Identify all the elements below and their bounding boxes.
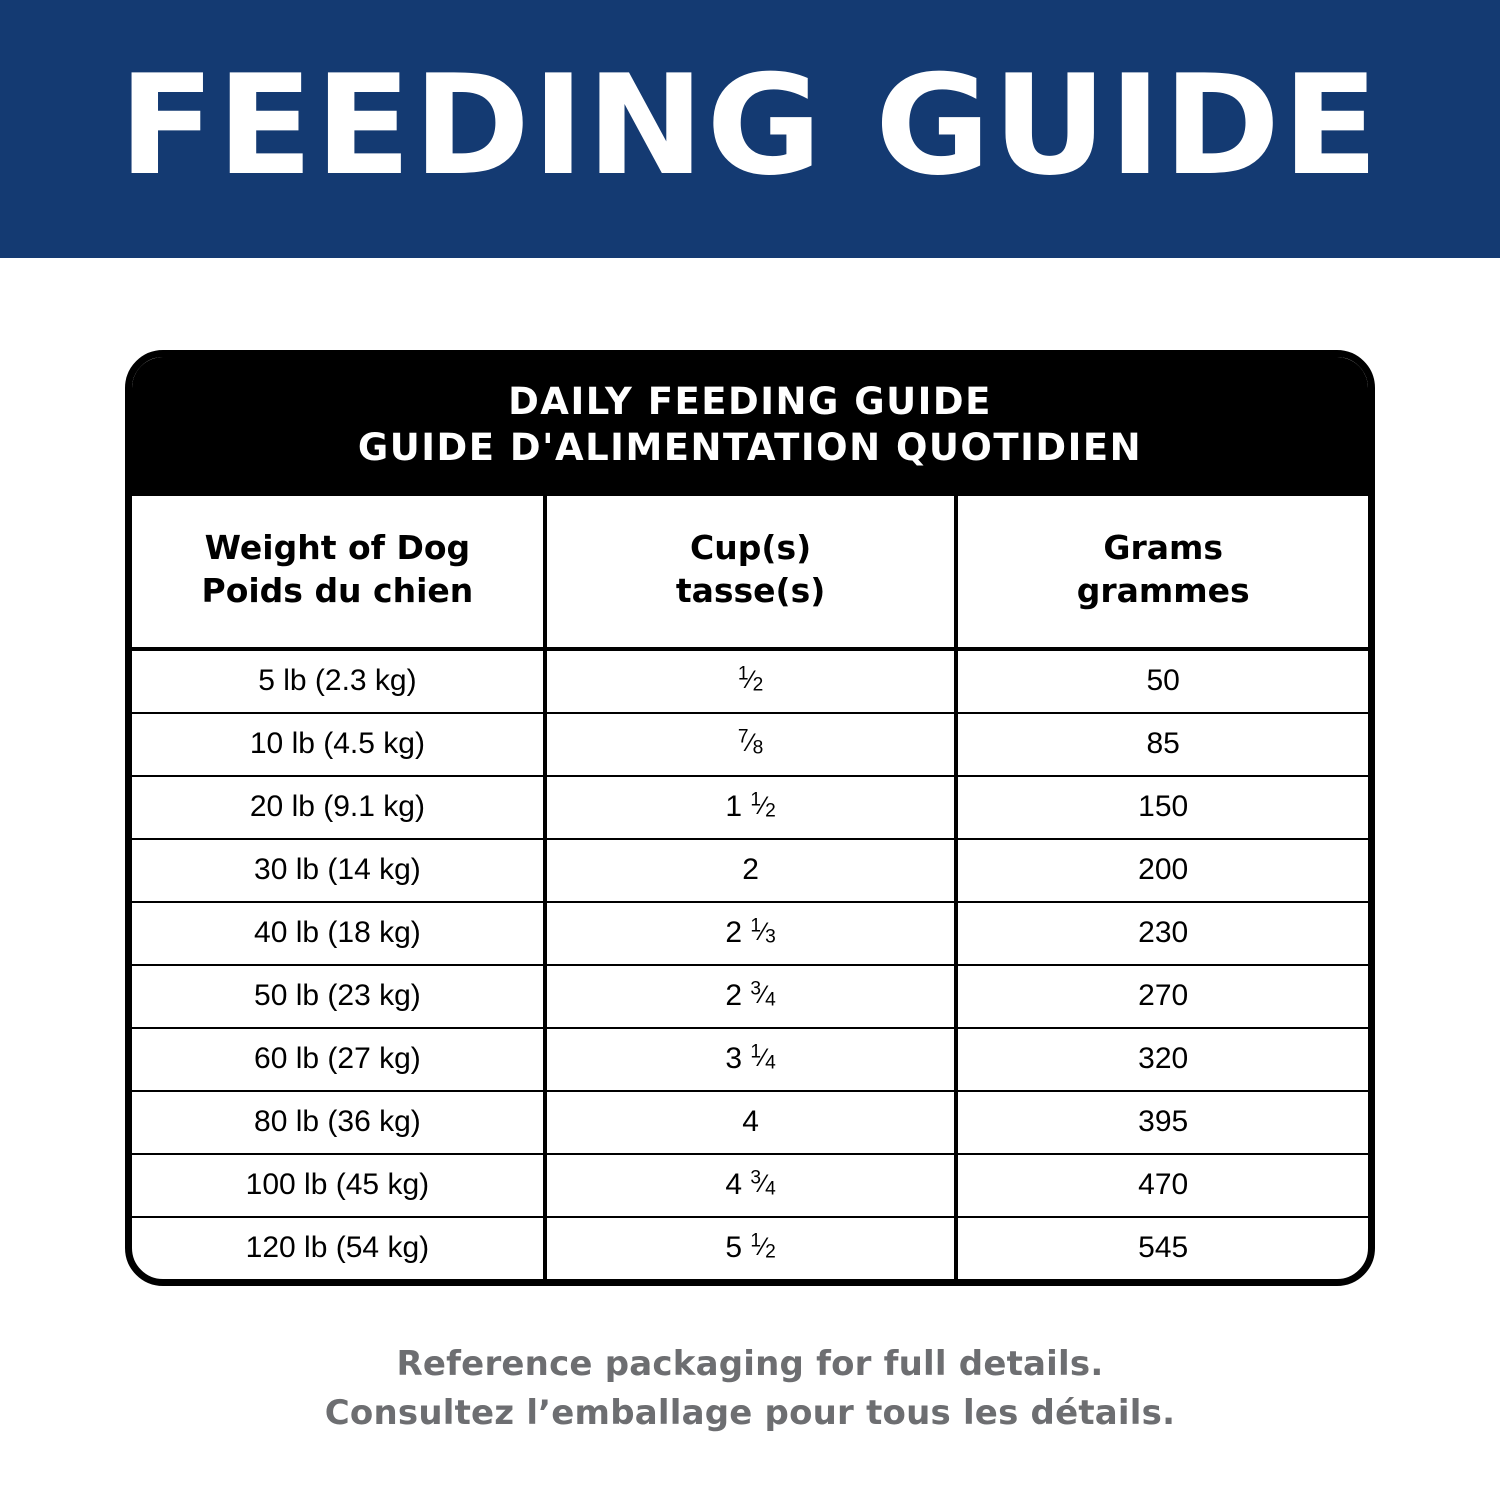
cell-grams: 150 [956, 776, 1368, 839]
footnote [0, 1340, 1500, 1439]
table-row [132, 1091, 1368, 1154]
footnote-line-fr: Consultez l’emballage pour tous les détails. [324, 1392, 1176, 1433]
table-row [132, 776, 1368, 839]
table-row [132, 1217, 1368, 1279]
card-header [132, 357, 1368, 496]
cell-weight: 40 lb (18 kg) [132, 902, 545, 965]
cell-cups: 4 [545, 1091, 957, 1154]
cell-weight: 5 lb (2.3 kg) [132, 649, 545, 713]
page-banner [0, 0, 1500, 258]
cell-grams: 545 [1138, 1230, 1189, 1264]
table-row [132, 649, 1368, 713]
column-header-weight-fr: Poids du chien [201, 571, 474, 611]
cell-cups: $^7⁄_8$ [545, 713, 957, 776]
card-header-title-fr: GUIDE D'ALIMENTATION QUOTIDIEN [357, 426, 1143, 470]
cell-weight: 80 lb (36 kg) [132, 1091, 545, 1154]
table-card-wrapper [0, 350, 1500, 1286]
cell-grams: 200 [956, 839, 1368, 902]
cell-cups: 5 $^1⁄_2$ [545, 1217, 957, 1279]
cell-weight: 30 lb (14 kg) [132, 839, 545, 902]
table-row [132, 1154, 1368, 1217]
daily-feeding-guide-card [125, 350, 1375, 1286]
cell-grams: 395 [956, 1091, 1368, 1154]
column-header-grams-fr: grammes [1076, 571, 1250, 611]
cell-grams: 470 [956, 1154, 1368, 1217]
cell-cups: 4 $^3⁄_4$ [545, 1154, 957, 1217]
cell-weight: 20 lb (9.1 kg) [132, 776, 545, 839]
feeding-table [132, 496, 1368, 1279]
column-header-weight [132, 496, 545, 649]
cell-weight: 60 lb (27 kg) [132, 1028, 545, 1091]
cell-weight: 50 lb (23 kg) [132, 965, 545, 1028]
table-row [132, 713, 1368, 776]
column-header-cups-fr: tasse(s) [675, 571, 826, 611]
column-header-cups-en: Cup(s) [690, 527, 812, 567]
cell-cups: 1 $^1⁄_2$ [545, 776, 957, 839]
feeding-table-body [132, 649, 1368, 1279]
page-title: FEEDING GUIDE [119, 45, 1381, 206]
column-header-grams-en: Grams [1103, 527, 1224, 567]
cell-cups: 2 $^1⁄_3$ [545, 902, 957, 965]
column-header-cups [545, 496, 957, 649]
column-header-weight-en: Weight of Dog [204, 527, 471, 567]
table-header-row [132, 496, 1368, 649]
table-row [132, 839, 1368, 902]
cell-weight: 10 lb (4.5 kg) [132, 713, 545, 776]
table-row [132, 1028, 1368, 1091]
cell-grams: 320 [956, 1028, 1368, 1091]
cell-weight: 120 lb (54 kg) [132, 1217, 545, 1279]
cell-cups: 3 $^1⁄_4$ [545, 1028, 957, 1091]
table-row [132, 902, 1368, 965]
cell-grams: 230 [956, 902, 1368, 965]
column-header-grams [956, 496, 1368, 649]
table-row [132, 965, 1368, 1028]
cell-weight: 100 lb (45 kg) [132, 1154, 545, 1217]
footnote-line-en: Reference packaging for full details. [396, 1343, 1104, 1384]
cell-cups: 2 $^3⁄_4$ [545, 965, 957, 1028]
cell-cups: 2 [545, 839, 957, 902]
card-header-title-en: DAILY FEEDING GUIDE [508, 380, 992, 423]
cell-grams: 50 [956, 649, 1368, 713]
cell-grams: 85 [956, 713, 1368, 776]
cell-cups: $^1⁄_2$ [545, 649, 957, 713]
cell-grams: 270 [956, 965, 1368, 1028]
